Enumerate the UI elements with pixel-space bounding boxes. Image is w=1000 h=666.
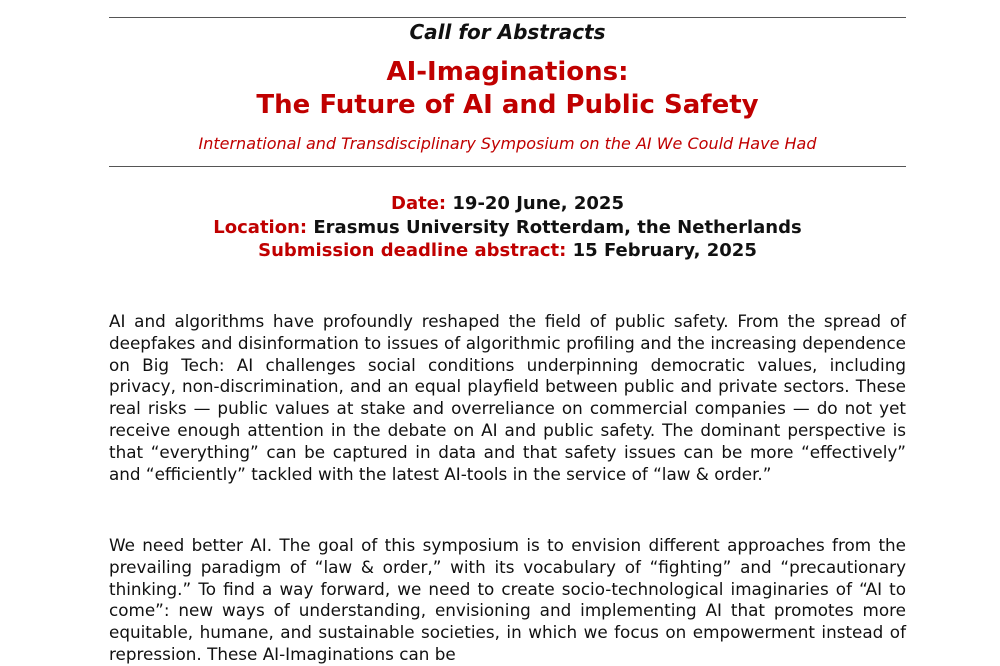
title-line-2: The Future of AI and Public Safety [256,90,759,120]
deadline-label: Submission deadline abstract: [258,240,567,261]
document-subtitle: International and Transdisciplinary Symposium on the AI We Could Have Had [198,134,817,153]
date-line [109,192,906,216]
location-line [109,216,906,240]
date-label: Date: [391,193,447,214]
document-title [109,56,906,122]
title-line-1: AI-Imaginations: [386,57,629,87]
location-label: Location: [213,216,308,238]
location-value: Erasmus University Rotterdam, the Netherlands [307,216,802,238]
deadline-line [109,239,906,263]
date-value: 19-20 June, 2025 [446,193,624,214]
call-for-abstracts-heading: Call for Abstracts [409,20,606,44]
body-paragraph-1: AI and algorithms have profoundly reshaped the field of public safety. From the spread of deepfakes and disinformation to issues of algorithmic profiling and the increasing dependence on Big Tech: AI challenges social conditions underpinning democratic values, including privacy, non-discrimination, and an equal playfield between public and private sectors. These real risks — public values at stake and overreliance on commercial companies — do not yet receive enough attention in the debate on AI and public safety. The dominant perspective is that “everything” can be captured in data and that safety issues can be more “effectively” and “efficiently” tackled with the latest AI-tools in the service of “law & order.” [109,311,906,484]
middle-divider [109,166,906,167]
event-details [109,192,906,263]
body-paragraph-2: We need better AI. The goal of this symposium is to envision different approaches from the prevailing paradigm of “law & order,” with its vocabulary of “fighting” and “precautionary thinking.” To find a way forward, we need to create socio-technological imaginaries of “AI to come”: new ways of understanding, envisioning and implementing AI that promotes more equitable, humane, and sustainable societies, in which we focus on empowerment instead of repression. These AI-Imaginations can be [109,535,906,664]
deadline-value: 15 February, 2025 [566,240,757,261]
document-page [109,0,906,662]
